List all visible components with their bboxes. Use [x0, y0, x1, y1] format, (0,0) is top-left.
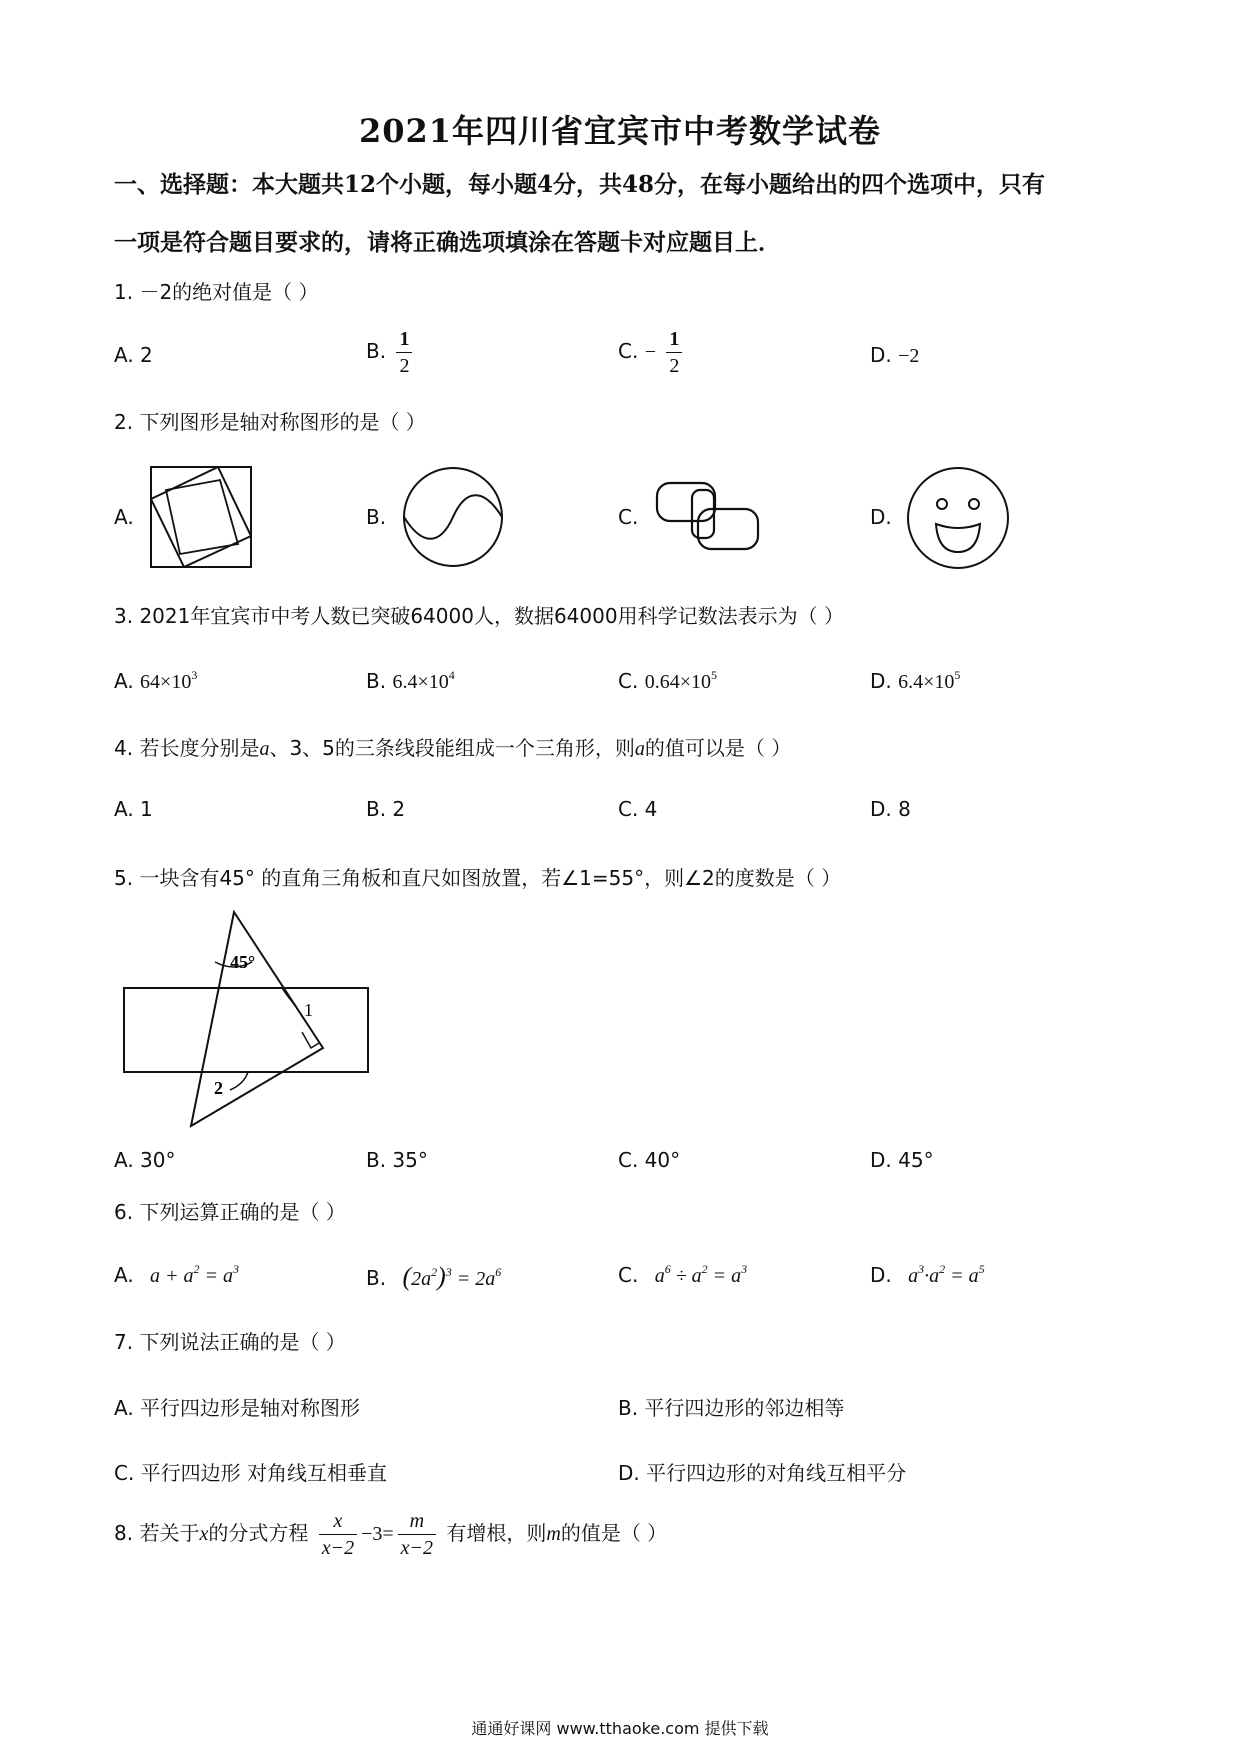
q6-option-a-label: A. [114, 1263, 134, 1287]
q1-option-d [870, 343, 919, 368]
question-6-stem: 6. 下列运算正确的是（ ） [114, 1200, 346, 1224]
q4-stem-mid: 、3、5的三条线段能组成一个三角形，则 [269, 736, 635, 760]
q1-option-c-label: C. [618, 339, 639, 363]
q3-option-b [366, 668, 455, 694]
q6-option-b [366, 1262, 501, 1292]
q8-variable-x: x [199, 1523, 209, 1545]
triangle-ruler-figure [118, 910, 374, 1134]
q6-option-c-label: C. [618, 1263, 639, 1287]
q5-option-b: B. 35° [366, 1148, 428, 1172]
q5-option-d: D. 45° [870, 1148, 934, 1172]
q4-variable-a-2: a [634, 738, 645, 760]
q1-b-denominator: 2 [399, 355, 410, 377]
q4-option-b: B. 2 [366, 797, 406, 821]
q2-option-c-label: C. [618, 505, 639, 529]
figure-angle-2-label: 2 [214, 1078, 223, 1098]
q1-option-c-fraction [666, 326, 682, 379]
q8-frac2-numerator: m [398, 1508, 436, 1535]
q8-stem-post1: 有增根，则 [446, 1521, 547, 1545]
q8-variable-m: m [546, 1523, 561, 1545]
q4-stem-pre: 4. 若长度分别是 [114, 736, 260, 760]
q3-option-c-label: C. [618, 669, 639, 693]
q7-option-b: B. 平行四边形的邻边相等 [618, 1396, 845, 1420]
question-4-stem [114, 732, 791, 761]
q3-option-d-label: D. [870, 669, 892, 693]
q3-option-b-label: B. [366, 669, 387, 693]
q1-c-denominator: 2 [669, 355, 680, 377]
question-7-stem: 7. 下列说法正确的是（ ） [114, 1330, 346, 1354]
section-heading-line1: 一、选择题：本大题共12个小题，每小题4分，共48分，在每小题给出的四个选项中，只有 [114, 171, 1046, 198]
q1-b-numerator: 1 [396, 326, 412, 353]
page-title: 2021年四川省宜宾市中考数学试卷 [358, 112, 882, 150]
q6-option-b-label: B. [366, 1266, 387, 1290]
q1-option-a: A. 2 [114, 343, 153, 367]
q3-option-d-exponent: 5 [954, 668, 961, 682]
q3-option-c-exponent: 5 [710, 668, 717, 682]
q6-option-d-expression: $a^3\cdot a^2 = a^5$ [908, 1262, 985, 1287]
q3-option-d [870, 668, 960, 694]
q8-fraction-left [319, 1508, 357, 1561]
q3-option-c-base: 0.64×10 [644, 671, 711, 693]
q3-option-b-base: 6.4×10 [392, 671, 449, 693]
q8-frac1-denominator: x−2 [321, 1537, 355, 1559]
q6-option-d [870, 1262, 985, 1288]
q3-option-a-label: A. [114, 669, 134, 693]
q1-option-b-label: B. [366, 339, 387, 363]
q6-option-b-expression: $(2a^2)^3 = 2a^6$ [402, 1262, 502, 1291]
q6-option-d-label: D. [870, 1263, 892, 1287]
q6-option-a-expression: $a + a^2 = a^3$ [150, 1262, 240, 1287]
q6-option-c [618, 1262, 747, 1288]
q2-option-a-label: A. [114, 505, 134, 529]
smiley-face-figure [906, 466, 1010, 570]
q1-option-c [618, 326, 686, 379]
q7-option-a: A. 平行四边形是轴对称图形 [114, 1396, 361, 1420]
q3-option-d-base: 6.4×10 [898, 671, 955, 693]
q3-option-c [618, 668, 717, 694]
q1-option-d-value: −2 [898, 345, 920, 367]
q3-option-a-exponent: 3 [191, 668, 198, 682]
q7-option-c: C. 平行四边形 对角线互相垂直 [114, 1461, 388, 1485]
q4-stem-post: 的值可以是（ ） [644, 736, 792, 760]
q6-option-c-expression: $a^6 \div a^2 = a^3$ [654, 1262, 748, 1287]
q8-stem-pre: 8. 若关于 [114, 1521, 200, 1545]
question-8-stem [114, 1508, 667, 1561]
q6-option-a [114, 1262, 239, 1288]
q1-c-numerator: 1 [666, 326, 682, 353]
q1-option-b [366, 326, 416, 379]
figure-angle-45-label: 45° [230, 952, 256, 972]
q8-stem-post2: 的值是（ ） [560, 1521, 668, 1545]
q5-option-a: A. 30° [114, 1148, 176, 1172]
question-5-stem: 5. 一块含有45° 的直角三角板和直尺如图放置，若∠1=55°，则∠2的度数是（ ） [114, 866, 842, 890]
q2-option-d-label: D. [870, 505, 892, 529]
q4-option-d: D. 8 [870, 797, 911, 821]
q1-option-d-label: D. [870, 343, 892, 367]
q4-option-a: A. 1 [114, 797, 153, 821]
q8-equation-middle: −3= [361, 1523, 394, 1545]
q8-stem-mid: 的分式方程 [208, 1521, 309, 1545]
q2-option-b-label: B. [366, 505, 387, 529]
yin-yang-circle-figure [402, 466, 504, 568]
question-1-stem: 1. －2的绝对值是（ ） [114, 280, 319, 304]
q8-frac1-numerator: x [319, 1508, 357, 1535]
figure-angle-1-label: 1 [304, 1000, 313, 1020]
q1-option-c-sign: − [644, 341, 656, 363]
square-pinwheel-figure [150, 466, 252, 568]
q3-option-a [114, 668, 197, 694]
q1-option-b-fraction [396, 326, 412, 379]
q8-frac2-denominator: x−2 [400, 1537, 434, 1559]
q8-fraction-right [398, 1508, 436, 1561]
q3-option-b-exponent: 4 [448, 668, 455, 682]
question-3-stem: 3. 2021年宜宾市中考人数已突破64000人，数据64000用科学记数法表示为（ ） [114, 604, 844, 628]
q7-option-d: D. 平行四边形的对角线互相平分 [618, 1461, 907, 1485]
linked-rings-figure [654, 480, 762, 554]
section-heading-line2: 一项是符合题目要求的，请将正确选项填涂在答题卡对应题目上． [114, 229, 781, 256]
q4-option-c: C. 4 [618, 797, 658, 821]
q5-option-c: C. 40° [618, 1148, 681, 1172]
question-2-stem: 2. 下列图形是轴对称图形的是（ ） [114, 410, 426, 434]
q3-option-a-base: 64×10 [140, 671, 192, 693]
page-footer: 通通好课网 www.tthaoke.com 提供下载 [471, 1719, 769, 1738]
q4-variable-a: a [259, 738, 270, 760]
